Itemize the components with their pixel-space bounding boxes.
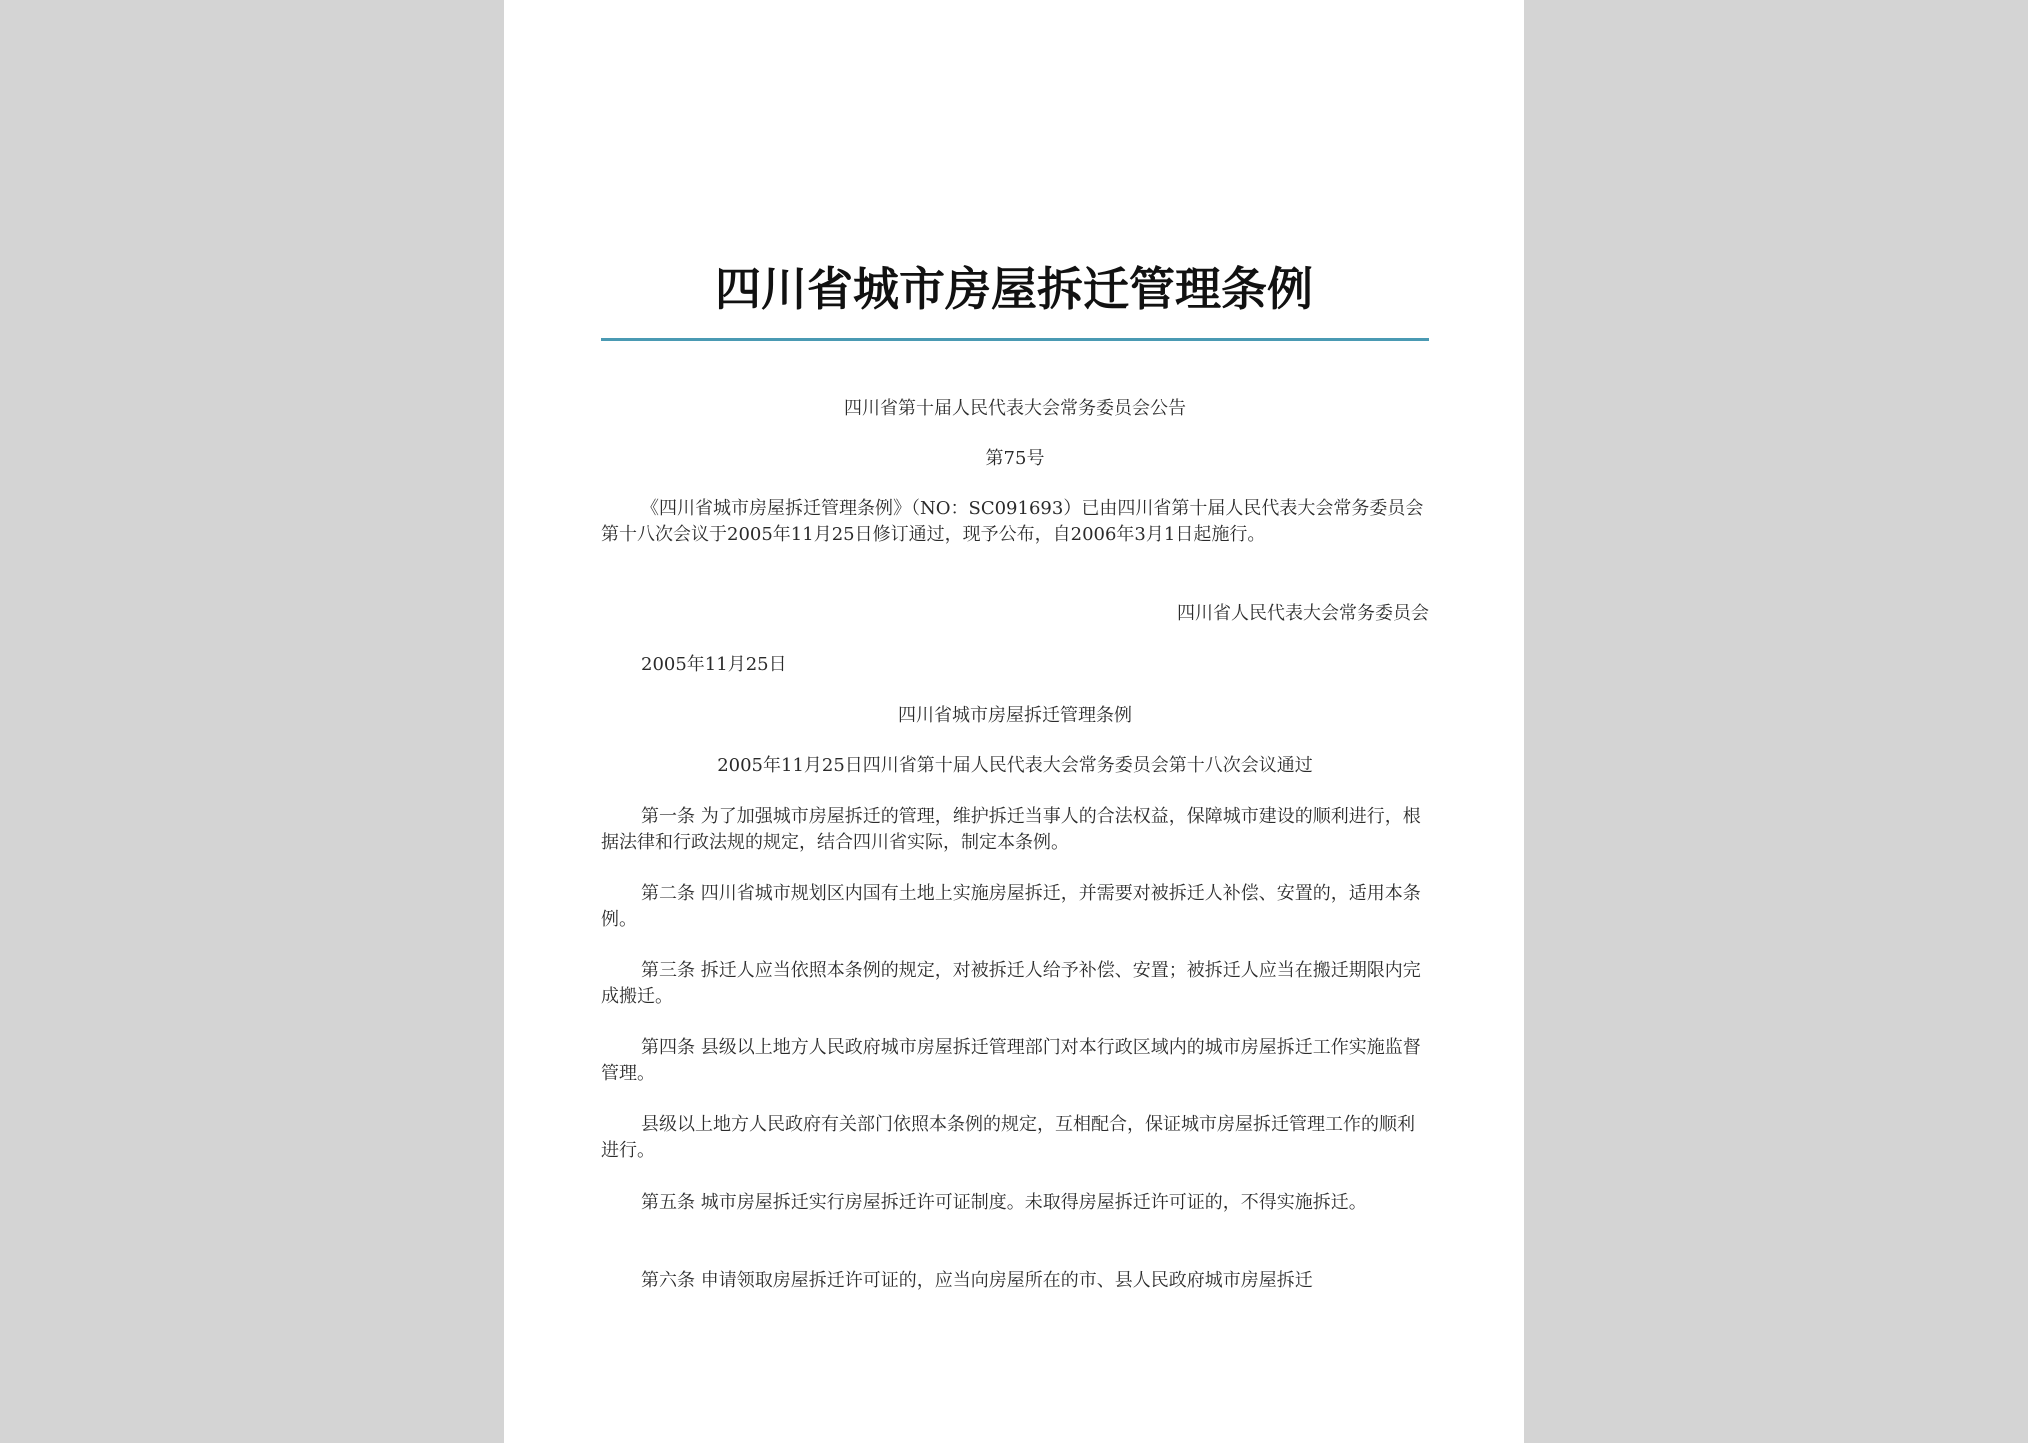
issuer: 四川省人民代表大会常务委员会	[1177, 603, 1429, 624]
title-divider	[601, 338, 1429, 341]
issue-date: 2005年11月25日	[641, 654, 787, 675]
article-4-paragraph-2: 县级以上地方人民政府有关部门依照本条例的规定，互相配合，保证城市房屋拆迁管理工作的顺利进行。	[601, 1114, 1415, 1161]
announcement-body: 《四川省城市房屋拆迁管理条例》（NO：SC091693）已由四川省第十届人民代表大会常务委员会第十八次会议于2005年11月25日修订通过，现予公布，自2006年3月1日起施行。	[601, 498, 1424, 545]
document-page	[504, 0, 1524, 1443]
regulation-title: 四川省城市房屋拆迁管理条例	[898, 705, 1132, 726]
document-title: 四川省城市房屋拆迁管理条例	[715, 262, 1313, 316]
article-4: 第四条 县级以上地方人民政府城市房屋拆迁管理部门对本行政区域内的城市房屋拆迁工作实施监督管理。	[601, 1037, 1421, 1084]
article-3: 第三条 拆迁人应当依照本条例的规定，对被拆迁人给予补偿、安置；被拆迁人应当在搬迁期限内完成搬迁。	[601, 960, 1421, 1007]
article-1: 第一条 为了加强城市房屋拆迁的管理，维护拆迁当事人的合法权益，保障城市建设的顺利进行，根据法律和行政法规的规定，结合四川省实际，制定本条例。	[601, 806, 1421, 853]
article-5: 第五条 城市房屋拆迁实行房屋拆迁许可证制度。未取得房屋拆迁许可证的，不得实施拆迁。	[641, 1192, 1367, 1213]
announcement-header: 四川省第十届人民代表大会常务委员会公告	[844, 398, 1186, 419]
article-6: 第六条 申请领取房屋拆迁许可证的，应当向房屋所在的市、县人民政府城市房屋拆迁	[641, 1270, 1313, 1291]
article-2: 第二条 四川省城市规划区内国有土地上实施房屋拆迁，并需要对被拆迁人补偿、安置的，适用本条例。	[601, 883, 1421, 930]
adoption-note: 2005年11月25日四川省第十届人民代表大会常务委员会第十八次会议通过	[717, 755, 1313, 776]
announcement-number: 第75号	[985, 448, 1045, 469]
